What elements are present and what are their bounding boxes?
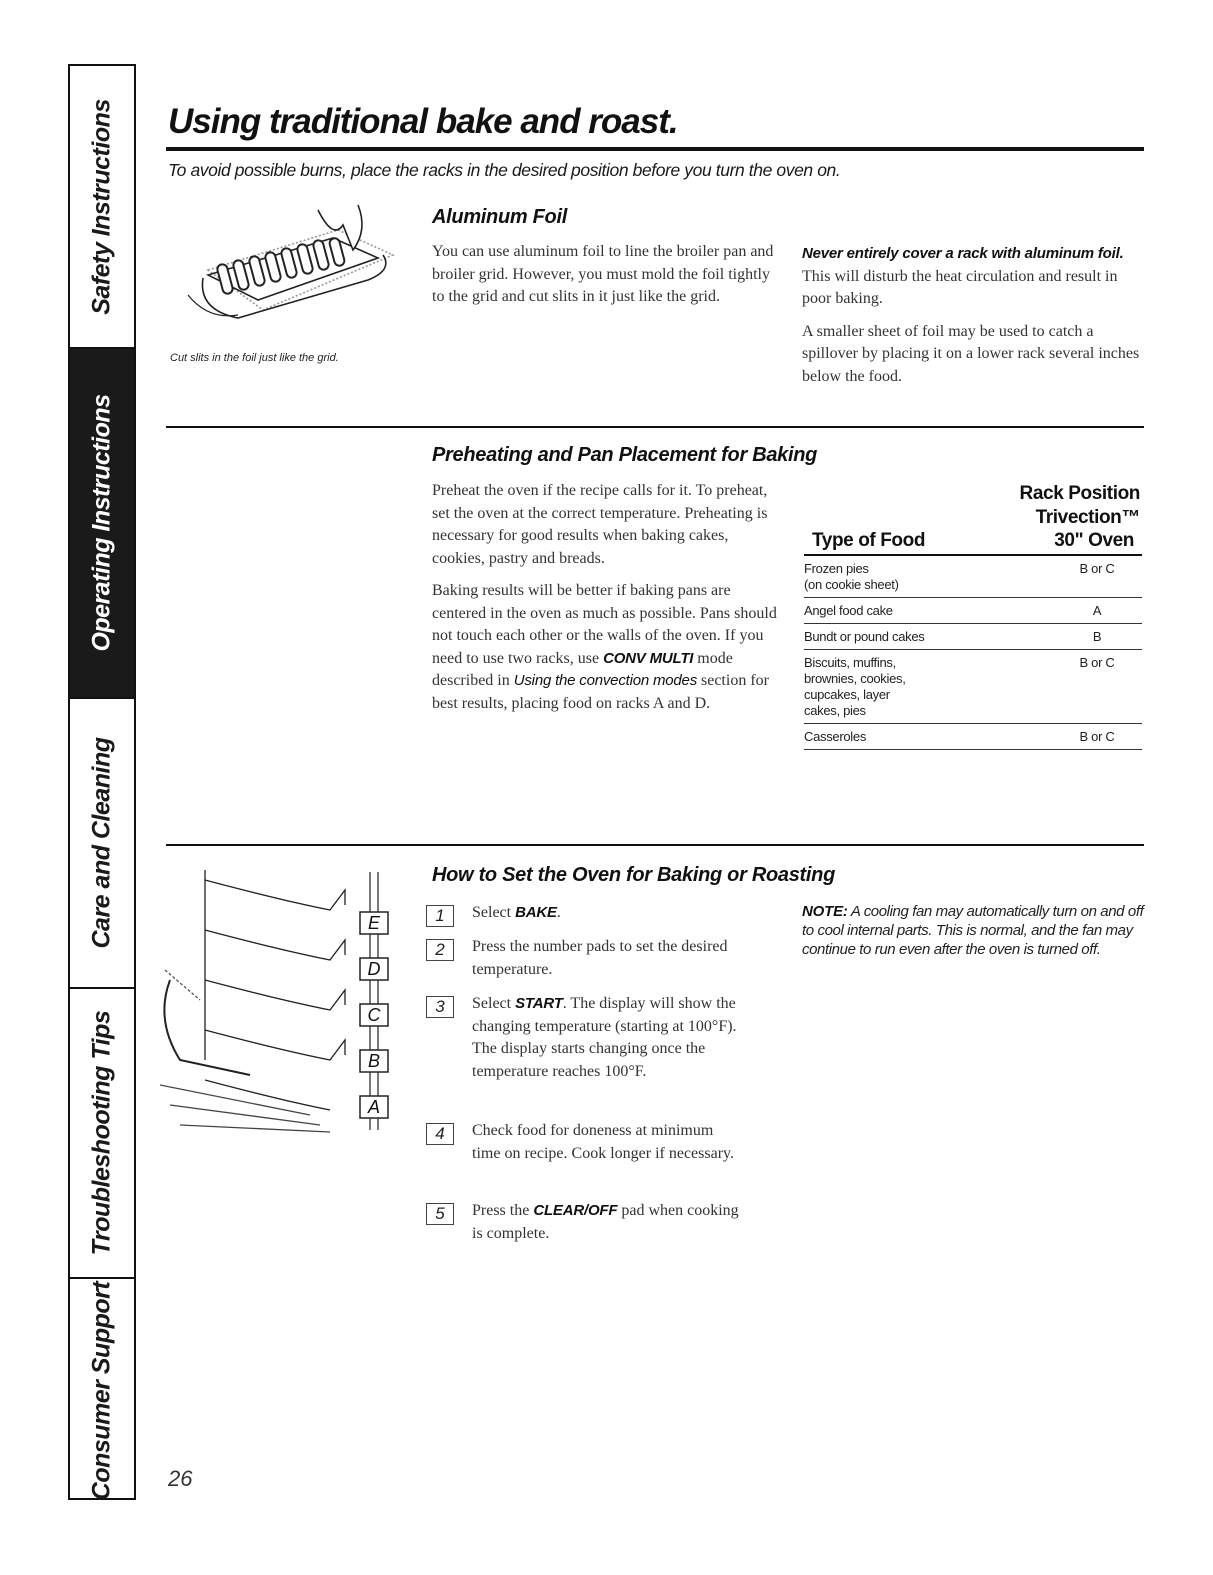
tab-label: Operating Instructions: [87, 394, 116, 652]
text: Select: [472, 904, 516, 921]
section-heading-set-oven: How to Set the Oven for Baking or Roasting: [432, 864, 835, 886]
step-3: [426, 993, 766, 1083]
cooling-fan-note: [802, 902, 1147, 959]
step-number: 1: [426, 905, 454, 927]
position-cell: A: [1092, 603, 1102, 618]
foil-paragraph: [432, 241, 777, 319]
tab-troubleshooting-tips[interactable]: [70, 989, 134, 1279]
header-line: Rack Position: [1019, 483, 1140, 504]
position-cell: B or C: [1079, 729, 1115, 744]
text: . The display will show the changing temperature (starting at 100°F). The display starts changing once the temperature reaches 100°F.: [472, 995, 737, 1080]
food-cell: Casseroles: [804, 729, 867, 744]
table-row: [804, 598, 1142, 624]
step-number: 2: [426, 939, 454, 961]
rack-label-b: B: [367, 1051, 381, 1071]
step-text: [472, 1200, 742, 1245]
page-number: 26: [168, 1466, 193, 1491]
step-1: [426, 902, 766, 925]
step-text: [472, 993, 742, 1083]
tab-label: Safety Instructions: [87, 98, 116, 315]
tab-label: Troubleshooting Tips: [87, 1010, 116, 1256]
section-tabs: [68, 64, 136, 1500]
text: mode described in: [432, 649, 733, 689]
text: Select: [472, 995, 516, 1012]
mode-name: CONV MULTI: [603, 649, 694, 667]
intro-text: To avoid possible burns, place the racks in the desired position before you turn the oven on.: [168, 160, 841, 180]
foil-spillover: A smaller sheet of foil may be used to catch a spillover by placing it on a lower rack several inches below the food.: [802, 322, 1140, 385]
pad-name: BAKE: [515, 904, 557, 921]
foil-text: You can use aluminum foil to line the broiler pan and broiler grid. However, you must mold the foil tightly to the grid and cut slits in it just like the grid.: [432, 243, 774, 305]
position-cell: B or C: [1079, 561, 1115, 576]
section-divider: [166, 426, 1144, 428]
text: Baking results will be better if baking pans are centered in the oven as much as possible. Pans should not touch each other or the walls of the oven. If you need to use two racks, use: [432, 582, 777, 667]
tab-safety-instructions[interactable]: [70, 66, 134, 349]
table-row: [804, 624, 1142, 650]
illustration-caption: Cut slits in the foil just like the grid.: [170, 352, 339, 364]
tab-care-and-cleaning[interactable]: [70, 699, 134, 989]
rack-label-boxes: [360, 912, 388, 1118]
table-header-rack: [804, 482, 1142, 530]
preheat-text: [432, 480, 782, 725]
foil-warning-block: [802, 243, 1142, 398]
table-row: [804, 650, 1142, 724]
table-row: [804, 724, 1142, 750]
step-number: 5: [426, 1203, 454, 1225]
step-5: [426, 1200, 766, 1245]
header-line: Trivection™: [1035, 507, 1140, 528]
pad-name: CLEAR/OFF: [533, 1202, 618, 1219]
rack-position-table: [804, 482, 1142, 750]
section-heading-aluminum-foil: Aluminum Foil: [432, 206, 567, 228]
rack-label-a: A: [367, 1097, 381, 1117]
table-header-oven: 30" Oven: [1054, 530, 1134, 551]
step-text: [472, 1120, 742, 1165]
oven-racks-illustration: [160, 860, 405, 1135]
table-header-row: [804, 530, 1142, 556]
tab-consumer-support[interactable]: [70, 1279, 134, 1502]
step-text: [472, 936, 752, 981]
preheat-paragraph-1: Preheat the oven if the recipe calls for it. To preheat, set the oven at the correct temperature. Preheating is necessary for good results when baking cakes, cookies, pastry and breads.: [432, 482, 768, 567]
food-cell: Biscuits, muffins, brownies, cookies, cupcakes, layer cakes, pies: [804, 655, 906, 718]
step-number: 3: [426, 996, 454, 1018]
section-divider: [166, 844, 1144, 846]
text: Check food for doneness at minimum time on recipe. Cook longer if necessary.: [472, 1122, 734, 1162]
tab-label: Consumer Support: [87, 1281, 116, 1500]
tab-operating-instructions[interactable]: [70, 349, 134, 699]
rack-label-d: D: [367, 959, 381, 979]
note-label: NOTE:: [802, 903, 848, 920]
rack-label-c: C: [367, 1005, 381, 1025]
section-reference: Using the convection modes: [513, 672, 697, 689]
step-number: 4: [426, 1123, 454, 1145]
food-cell: Frozen pies (on cookie sheet): [804, 561, 899, 592]
text: Press the number pads to set the desired temperature.: [472, 938, 728, 978]
step-2: [426, 936, 766, 981]
foil-warning: [802, 243, 1142, 311]
page-title: Using traditional bake and roast.: [168, 102, 678, 141]
food-cell: Bundt or pound cakes: [804, 629, 925, 644]
tab-label: Care and Cleaning: [87, 737, 116, 949]
pad-name: START: [515, 995, 563, 1012]
warning-rest: This will disturb the heat circulation and result in poor baking.: [802, 267, 1118, 307]
text: .: [556, 904, 561, 921]
title-rule: [166, 147, 1144, 151]
table-header-food: Type of Food: [812, 530, 926, 551]
note-text: A cooling fan may automatically turn on and off to cool internal parts. This is normal, and the fan may continue to run even after the oven is turned off.: [802, 903, 1144, 958]
food-cell: Angel food cake: [804, 603, 893, 618]
step-text: [472, 902, 766, 925]
text: pad when cooking is complete.: [472, 1202, 739, 1242]
warning-bold: Never entirely cover a rack with aluminum foil.: [802, 245, 1124, 262]
section-heading-preheating: Preheating and Pan Placement for Baking: [432, 444, 818, 466]
table-row: [804, 556, 1142, 598]
text: section for best results, placing food on racks A and D.: [432, 672, 769, 712]
position-cell: B or C: [1079, 655, 1115, 670]
position-cell: B: [1092, 629, 1102, 644]
rack-label-e: E: [367, 913, 381, 933]
step-4: [426, 1120, 766, 1165]
broiler-grid-illustration: [168, 200, 408, 340]
text: Press the: [472, 1202, 534, 1219]
preheat-paragraph-2: [432, 580, 782, 715]
